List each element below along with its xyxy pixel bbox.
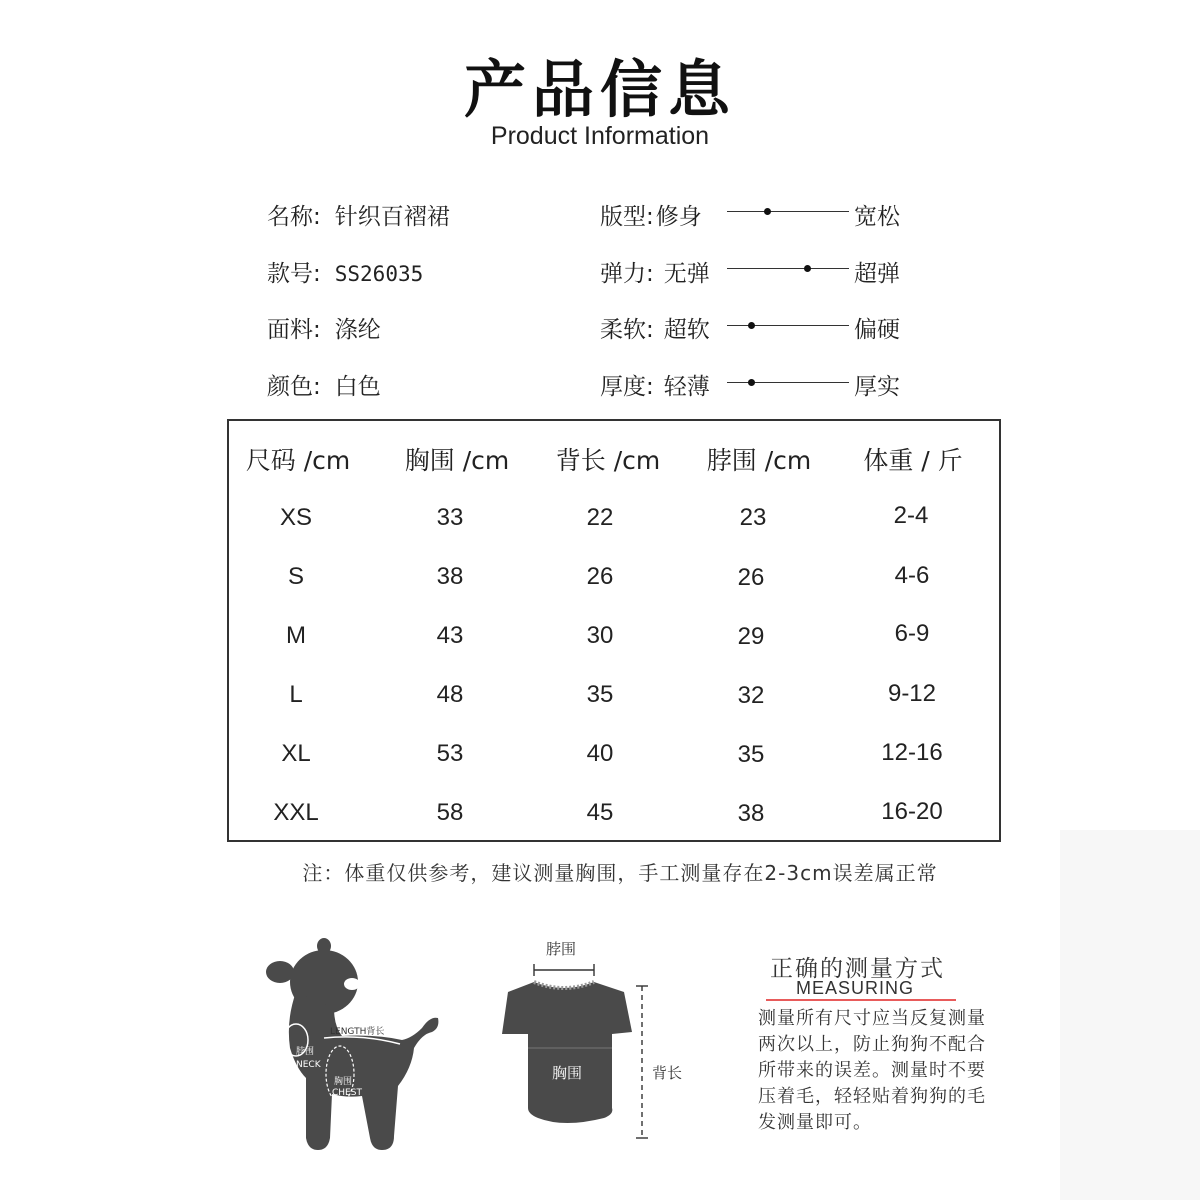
- chest-cn-label: 胸围: [334, 1077, 353, 1087]
- scale-track: [727, 325, 849, 326]
- table-cell: 58: [436, 799, 464, 826]
- scale-max-label: 厚实: [854, 374, 900, 400]
- scale-min-label: 无弹: [663, 261, 710, 287]
- scale-stretch: [600, 255, 710, 288]
- info-style-no: [267, 255, 423, 288]
- info-value: 涤纶: [334, 317, 381, 343]
- info-value: 针织百褶裙: [334, 204, 450, 230]
- table-cell: 35: [737, 741, 765, 768]
- table-cell: 23: [739, 504, 767, 531]
- table-cell: 33: [436, 504, 464, 531]
- table-cell: 38: [737, 800, 765, 827]
- table-cell: 35: [586, 681, 614, 708]
- measuring-underline: [766, 999, 956, 1001]
- info-label: 款号:: [267, 261, 321, 287]
- scale-label: 厚度:: [600, 374, 654, 400]
- shirt-diagram: [494, 958, 662, 1144]
- table-cell: 29: [737, 623, 765, 650]
- table-header: 尺码 /cm: [245, 446, 351, 475]
- scale-track: [727, 211, 849, 212]
- scale-track: [727, 268, 849, 269]
- table-cell: XS: [279, 504, 312, 531]
- table-cell: 6-9: [894, 620, 930, 647]
- shirt-icon: [502, 982, 632, 1123]
- scale-fit: [600, 198, 702, 231]
- neck-en-label: NECK: [296, 1060, 321, 1070]
- neck-measure-line: [534, 964, 594, 976]
- table-cell: 26: [586, 563, 614, 590]
- info-label: 面料:: [267, 317, 321, 343]
- table-cell: 43: [436, 622, 464, 649]
- info-value: SS26035: [334, 262, 424, 286]
- table-header: 胸围 /cm: [404, 446, 510, 475]
- measuring-title: 正确的测量方式: [770, 956, 945, 982]
- back-length-line: [636, 986, 648, 1138]
- table-header: 背长 /cm: [555, 446, 661, 475]
- info-value: 白色: [334, 374, 381, 400]
- scale-max-label: 偏硬: [854, 317, 900, 343]
- table-cell: 53: [436, 740, 464, 767]
- scale-thickness: [600, 368, 710, 401]
- info-label: 颜色:: [267, 374, 321, 400]
- table-cell: 2-4: [893, 502, 929, 529]
- neck-cn-label: 脖围: [296, 1047, 315, 1057]
- table-cell: 9-12: [887, 680, 937, 707]
- table-cell: XL: [281, 740, 311, 767]
- chest-en-label: CHEST: [332, 1088, 362, 1098]
- table-cell: 26: [737, 564, 765, 591]
- dog-silhouette: [266, 938, 438, 1150]
- scale-min-label: 超软: [663, 317, 710, 343]
- measuring-text: 测量所有尺寸应当反复测量两次以上，防止狗狗不配合所带来的误差。测量时不要压着毛，轻轻贴着狗狗的毛发测量即可。: [758, 1008, 986, 1133]
- info-name: [267, 198, 450, 231]
- dog-diagram: [262, 938, 448, 1158]
- measurement-note: 注：体重仅供参考，建议测量胸围，手工测量存在2-3cm误差属正常: [302, 861, 938, 885]
- shirt-neck-label: 脖围: [546, 940, 577, 958]
- length-label: LENGTH背长: [330, 1027, 385, 1037]
- page-subtitle: Product Information: [490, 122, 710, 150]
- table-cell: 45: [586, 799, 614, 826]
- info-fabric: [267, 311, 381, 344]
- scale-min-label: 轻薄: [663, 374, 710, 400]
- scale-marker: [748, 379, 755, 386]
- scale-track: [727, 382, 849, 383]
- info-color: [267, 368, 381, 401]
- table-cell: 38: [436, 563, 464, 590]
- shirt-back-label: 背长: [652, 1064, 683, 1082]
- scale-max-label: 超弹: [854, 261, 900, 287]
- table-cell: S: [287, 563, 304, 590]
- table-cell: 22: [586, 504, 614, 531]
- eye-icon: [344, 978, 360, 990]
- table-cell: XXL: [273, 799, 319, 826]
- table-header: 体重 / 斤: [863, 446, 963, 475]
- scale-softness: [600, 311, 710, 344]
- scale-max-label: 宽松: [854, 204, 900, 230]
- table-cell: 40: [586, 740, 614, 767]
- table-cell: 16-20: [881, 798, 943, 825]
- table-cell: 12-16: [881, 739, 943, 766]
- table-cell: 4-6: [894, 562, 930, 589]
- table-cell: L: [289, 681, 303, 708]
- shirt-chest-label: 胸围: [552, 1064, 583, 1082]
- table-cell: 30: [586, 622, 614, 649]
- scale-label: 弹力:: [600, 261, 654, 287]
- table-cell: 32: [737, 682, 765, 709]
- scale-marker: [804, 265, 811, 272]
- scale-marker: [764, 208, 771, 215]
- table-header: 脖围 /cm: [706, 446, 812, 475]
- table-cell: 48: [436, 681, 464, 708]
- scale-marker: [748, 322, 755, 329]
- table-cell: M: [286, 622, 306, 649]
- info-label: 名称:: [267, 204, 321, 230]
- scale-label: 柔软:: [600, 317, 654, 343]
- scale-label: 版型:: [600, 204, 654, 230]
- measuring-subtitle: MEASURING: [796, 978, 915, 998]
- page-title: 产品信息: [463, 53, 736, 126]
- scale-min-label: 修身: [655, 204, 702, 230]
